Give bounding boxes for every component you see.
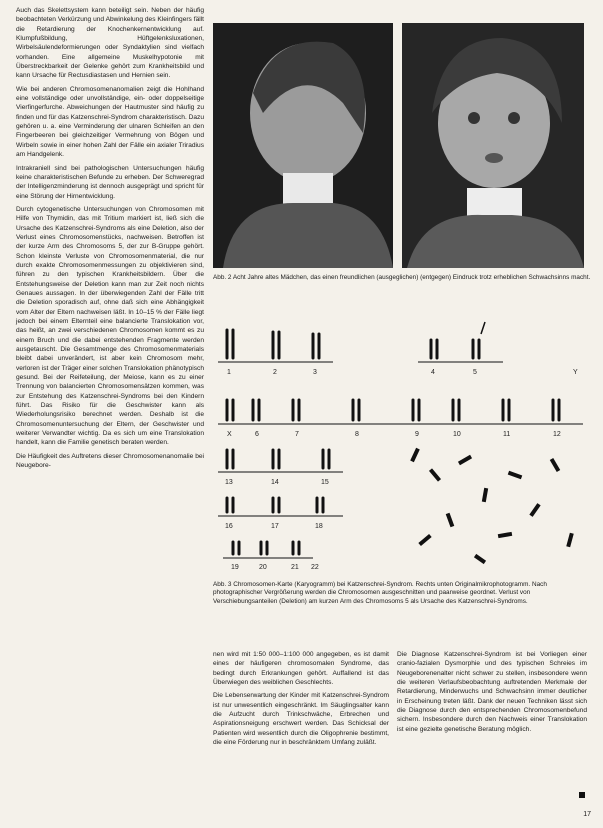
page-number: 17 — [583, 811, 591, 818]
paragraph: Die Häufigkeit des Auftretens dieser Chromosomenanomalie bei Neugebore- — [16, 452, 204, 470]
chromosome-label: 13 — [225, 479, 233, 486]
chromosome-label: 12 — [553, 431, 561, 438]
paragraph: Die Lebenserwartung der Kinder mit Katzenschrei-Syndrom ist nur unwesentlich eingeschränkt. Im Säuglingsalter kann die Aufzucht durch Trinkschwäche, Erbrechen und Aspirationsneigung erschwert werden. Das Schicksal der Patienten wird wesentlich durch die Oligophrenie bestimmt, die eine Förderung nur in beschränktem Umfang zuläßt. — [213, 692, 389, 747]
chromosome-label: 8 — [355, 431, 359, 438]
paragraph: Durch cytogenetische Untersuchungen von Chromosomen mit Hilfe von Thymidin, das mit Tritium markiert ist, ließ sich die Ursache des Katzenschrei-Syndroms als eine Deletion, also der Verlust eines Chromosomenstücks, nachweisen. Betroffen ist der kurze Arm des Chromosoms 5, der zur B-Gruppe gehört. Schon kleinste Verluste von Chromosomenmaterial, die nur durch exakte Chromosomenmessungen zu objektivieren sind, führen zu den typischen Krankheitsbildern. Über die Entstehungsweise der Deletion kann man zur Zeit noch nichts Genaues aussagen. In der überwiegenden Zahl der Fälle tritt die Deletion sporadisch auf, ohne daß sich eine Abhängigkeit vom Alter der Eltern nachweisen läßt. In 10–15 % der Fälle liegt jedoch bei einem Elternteil eine balancierte Translokation vor, das heißt, an zwei verschiedenen Chromosomen kommt es zu einem Bruch und die dabei entstehenden Fragmente werden ausgetauscht. Die Gesamtmenge des Chromosomenmaterials bleibt dabei unverändert, ist aber kein Chromosom mehr, verloren ist der Träger einer solchen Translokation phänotypisch gesund. Bei der Reifeteilung, der Meiose, kann es zu einer Trennung von balancierten Chromosomensätzen kommen, was zur Entstehung des Katzenschrei-Syndroms bei den Kindern führt. Das Risiko für die Geschwister kann als Wiederholungsrisiko berechnet werden. Deshalb ist die Chromosomenuntersuchung der Eltern, der Geschwister und weiterer Verwandter wichtig. Da es sich um eine Translokation handelt, kann die Familie genetisch beraten werden. — [16, 205, 204, 447]
chromosome-label: 2 — [273, 369, 277, 376]
paragraph: Auch das Skelettsystem kann beteiligt sein. Neben der häufig beobachteten Verkürzung und Abwinkelung des Kleinfingers fällt die Retardierung der Knochenkernentwicklung auf. Klumpfußbildung, Hüftgelenksluxationen, Wirbelsäulendeformierungen oder Syndaktylien sind vielfach vorhanden. Eine allgemeine Muskelhypotonie mit Überstreckbarkeit der Gelenke gehört zum Krankheitsbild und kann Ursache für Rectusdiastasen und Hernien sein. — [16, 7, 204, 80]
chromosome-label: X — [227, 431, 232, 438]
end-of-article-mark — [579, 792, 585, 798]
chromosome-label: 15 — [321, 479, 329, 486]
chromosome-label: 14 — [271, 479, 279, 486]
chromosome-label: 16 — [225, 523, 233, 530]
chromosome-label: 18 — [315, 523, 323, 530]
chromosome-label: 1 — [227, 369, 231, 376]
karyogram-caption: Abb. 3 Chromosomen-Karte (Karyogramm) bei Katzenschrei-Syndrom. Rechts unten Originalmikrophotogramm. Nach photographischer Vergrößerung werden die Chromosomen ausgeschnitten und paarweise geordnet. Verlust von Verschiebungsanteilen (Deletion) am kurzen Arm des Chromosoms 5 als Ursache des Katzenschrei-Syndroms. — [213, 581, 547, 605]
middle-text-column — [213, 650, 389, 751]
chromosome-label: 19 — [231, 564, 239, 571]
right-text-column — [397, 650, 587, 738]
paragraph: Intrakraniell sind bei pathologischen Untersuchungen häufig keine charakteristischen Befunde zu erheben. Der Schweregrad der Intelligenzminderung ist dennoch ausgeprägt und spricht für eine Störung der Hirnentwicklung. — [16, 164, 204, 200]
chromosome-label: 7 — [295, 431, 299, 438]
chromosome-label: Y — [573, 369, 578, 376]
chromosome-label: 10 — [453, 431, 461, 438]
chromosome-label: 9 — [415, 431, 419, 438]
girl-profile-photo — [213, 23, 393, 268]
chromosome-label: 5 — [473, 369, 477, 376]
chromosome-label: 6 — [255, 431, 259, 438]
paragraph: Die Diagnose Katzenschrei-Syndrom ist bei Vorliegen einer cranio-fazialen Dysmorphie und des typischen Schreies im Neugeborenenalter nicht schwer zu stellen, insbesondere wenn die weiteren Verlaufsbeobachtung auftretenden Merkmale der Retardierung, Minderwuchs und Schwachsinn immer deutlicher in Erscheinung treten läßt. Dank der neuen Techniken lässt sich die Diagnose durch den entsprechenden Chromosomenbefund sichern. Insbesondere durch den Nachweis einer Translokation ist eine gezielte genetische Beratung möglich. — [397, 651, 587, 733]
chromosome-label: 22 — [311, 564, 319, 571]
photo-caption: Abb. 2 Acht Jahre altes Mädchen, das einen freundlichen (ausgeglichen) (entgegen) Eindruck trotz erheblichen Schwachsinns macht. — [213, 274, 591, 281]
chromosome-label: 17 — [271, 523, 279, 530]
chromosome-label: 21 — [291, 564, 299, 571]
left-text-column — [16, 6, 204, 475]
girl-front-photo — [402, 23, 584, 268]
chromosome-label: 20 — [259, 564, 267, 571]
chromosome-label: 11 — [503, 431, 511, 438]
karyogram-figure — [213, 318, 593, 576]
chromosome-label: 3 — [313, 369, 317, 376]
paragraph: Wie bei anderen Chromosomenanomalien zeigt die Hohlhand eine vollständige oder unvollständige, ein- oder doppelseitige Vierfingerfurche. Abweichungen der Hautmuster sind häufig zu finden und für das Katzenschrei-Syndrom charakteristisch. Dazu gehören u. a. eine Verminderung der ulnaren Schleifen an den Fingerbeeren bei gleichzeitiger Vermehrung von Bögen und Wirbeln sowie in einer hohen Zahl der Fälle ein axialer Triradius am Handgelenk. — [16, 85, 205, 159]
chromosome-label: 4 — [431, 369, 435, 376]
paragraph: nen wird mit 1:50 000–1:100 000 angegeben, es ist damit eines der häufigeren chromosomalen Syndrome, das bedingt durch Erkrankungen gehört. Auffallend ist das Überwiegen des weiblichen Geschlechts. — [213, 651, 389, 687]
